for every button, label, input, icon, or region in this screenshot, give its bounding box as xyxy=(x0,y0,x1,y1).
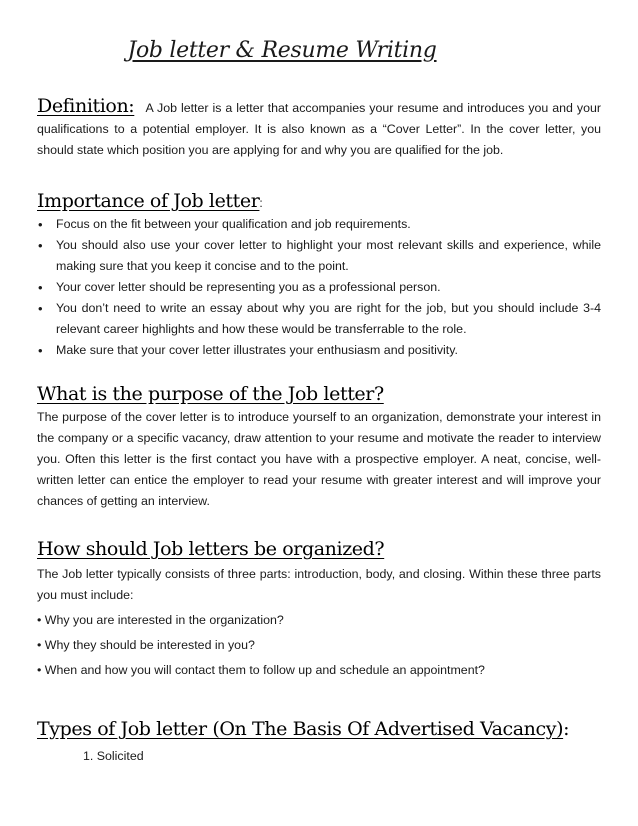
purpose-section xyxy=(37,383,601,512)
importance-section xyxy=(37,190,601,361)
list-item: • Why you are interested in the organization? xyxy=(37,613,284,627)
types-list xyxy=(37,746,601,767)
organized-heading: How should Job letters be organized? xyxy=(37,538,385,560)
types-colon: : xyxy=(563,718,570,740)
organized-intro: The Job letter typically consists of three parts: introduction, body, and closing. Within these three parts you must include: xyxy=(37,567,601,602)
list-item: • Focus on the fit between your qualification and job requirements. xyxy=(37,214,601,235)
list-item: 1. Solicited xyxy=(83,749,144,763)
list-item: • You don’t need to write an essay about why you are right for the job, but you should include 3-4 relevant career highlights and how these would be transferrable to the role. xyxy=(37,298,601,340)
definition-section xyxy=(37,96,601,161)
importance-colon: : xyxy=(259,196,263,210)
types-section xyxy=(37,718,601,767)
importance-heading: Importance of Job letter xyxy=(37,190,260,212)
list-item: • Your cover letter should be representing you as a professional person. xyxy=(37,277,601,298)
list-item: • You should also use your cover letter to highlight your most relevant skills and experience, while making sure that you keep it concise and to the point. xyxy=(37,235,601,277)
document-title: Job letter & Resume Writing xyxy=(127,38,437,63)
importance-list xyxy=(37,214,601,361)
organized-section xyxy=(37,538,601,681)
list-item: • When and how you will contact them to follow up and schedule an appointment? xyxy=(37,663,485,677)
definition-text: A Job letter is a letter that accompanies your resume and introduces you and your qualifications to a potential employer. It is also known as a “Cover Letter”. In the cover letter, you should state which position you are applying for and why you are qualified for the job. xyxy=(37,101,601,157)
list-item: • Why they should be interested in you? xyxy=(37,638,255,652)
list-item: • Make sure that your cover letter illustrates your enthusiasm and positivity. xyxy=(37,340,601,361)
definition-label: Definition: xyxy=(37,95,135,117)
purpose-text: The purpose of the cover letter is to introduce yourself to an organization, demonstrate your interest in the company or a specific vacancy, draw attention to your resume and motivate the reader to interview you. Often this letter is the first contact you have with a prospective employer. A neat, concise, well-written letter can entice the employer to read your resume with greater interest and will improve your chances of getting an interview. xyxy=(37,410,601,508)
types-heading: Types of Job letter (On The Basis Of Advertised Vacancy) xyxy=(37,718,564,740)
purpose-heading: What is the purpose of the Job letter? xyxy=(37,383,384,405)
